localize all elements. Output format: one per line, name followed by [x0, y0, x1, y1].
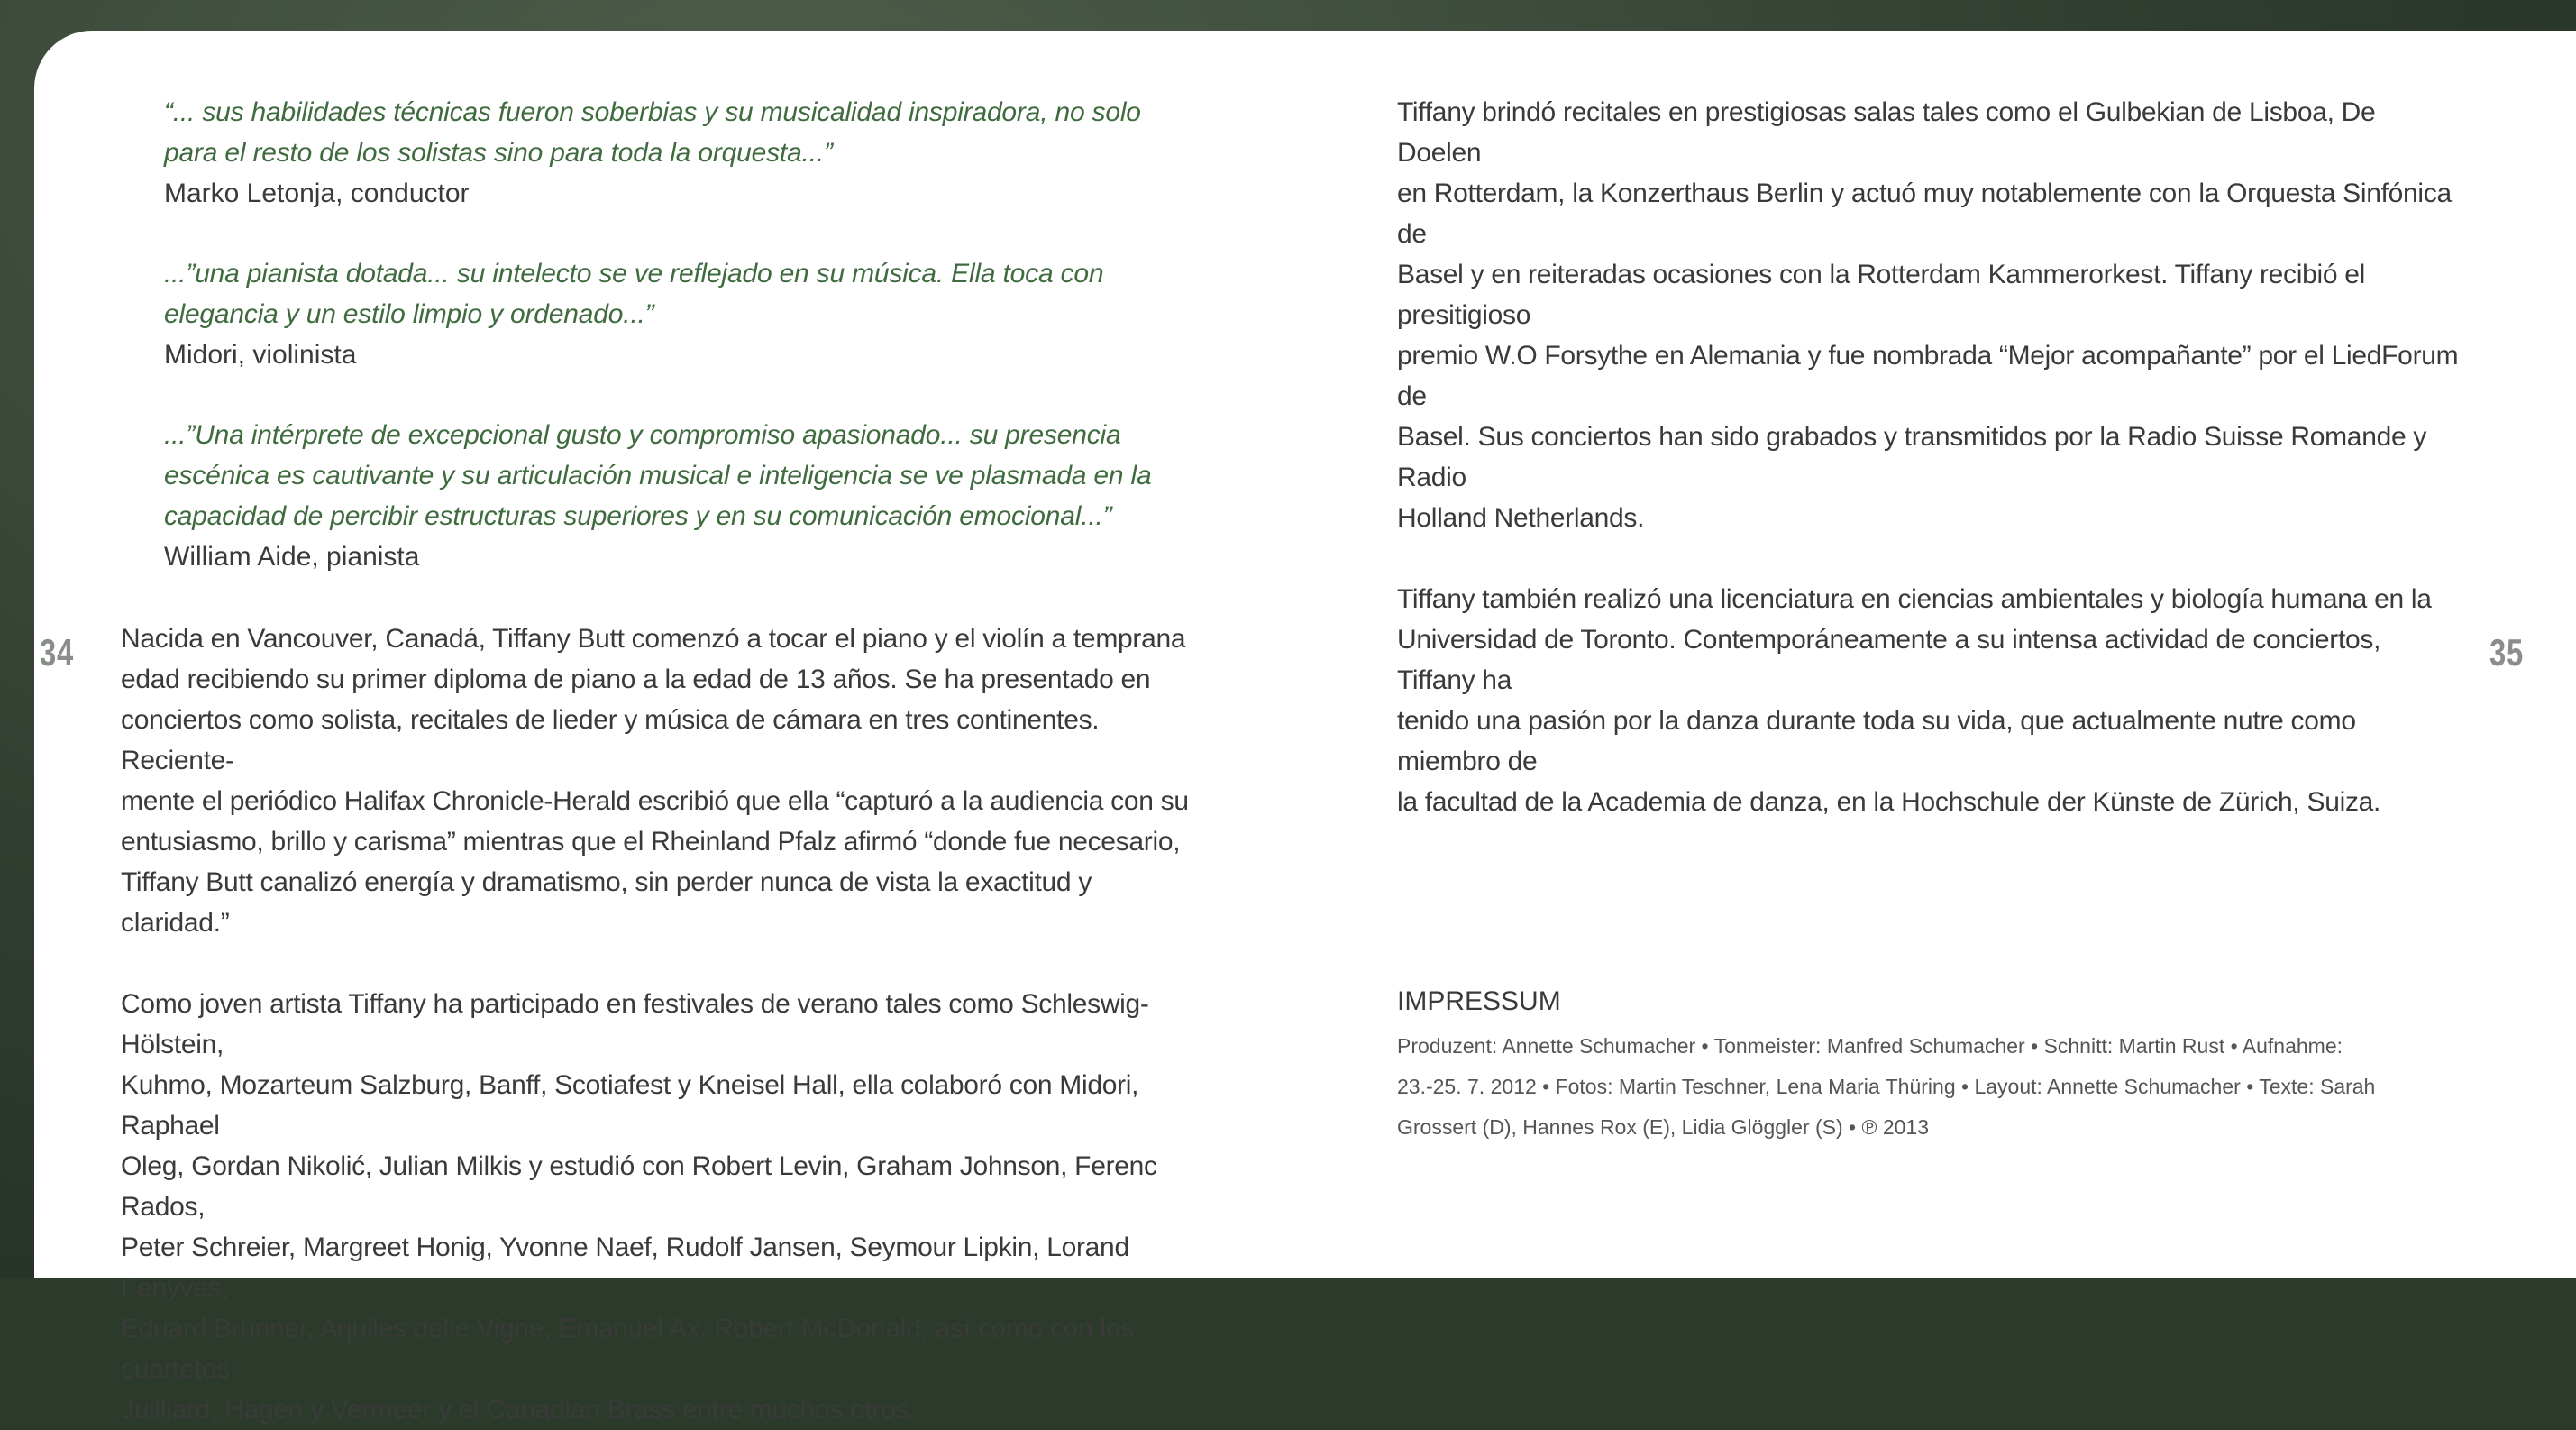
- page-number-left: 34: [40, 631, 75, 674]
- quote-block: [164, 253, 1184, 375]
- biography-paragraph: Como joven artista Tiffany ha participado en festivales de verano tales como Schleswig-Hölstein, Kuhmo, Mozarteum Salzburg, Banff, Scotiafest y Kneisel Hall, ella colaboró con Midori, Raphael Oleg, Gordan Nikolić, Julian Milkis y estudió con Robert Levin, Graham Johnson, Ferenc Rados, Peter Schreier, Margreet Honig, Yvonne Naef, Rudolf Jansen, Seymour Lipkin, Lorand Fenyves, Eduard Brunner, Aquiles delle Vigne, Emanuel Ax, Robert McDonald, así como con los cuartetos Juilliard, Hagen y Vermeer y el Canadian Brass entre muchos otros.: [121, 989, 1157, 1425]
- biography-paragraph: Nacida en Vancouver, Canadá, Tiffany Butt comenzó a tocar el piano y el violín a temprana edad recibiendo su primer diploma de piano a la edad de 13 años. Se ha presentado en conciertos como solista, recitales de lieder y música de cámara en tres continentes. Reciente- mente el periódico Halifax Chronicle-Herald escribió que ella “capturó a la audiencia con su entusiasmo, brillo y carisma” mientras que el Rheinland Pfalz afirmó “donde fue necesario, Tiffany Butt canalizó energía y dramatismo, sin perder nunca de vista la exactitud y claridad.”: [121, 624, 1189, 938]
- biography-right-column: [1397, 92, 2461, 822]
- biography-paragraph: Tiffany brindó recitales en prestigiosas salas tales como el Gulbekian de Lisboa, De Doelen en Rotterdam, la Konzerthaus Berlin y actuó muy notablemente con la Orquesta Sinfónica de Basel y en reiteradas ocasiones con la Rotterdam Kammerorkest. Tiffany recibió el presitigioso premio W.O Forsythe en Alemania y fue nombrada “Mejor acompañante” por el LiedForum de Basel. Sus conciertos han sido grabados y transmitidos por la Radio Suisse Romande y Radio Holland Netherlands.: [1397, 97, 2459, 533]
- quote-text: ...”una pianista dotada... su intelecto se ve reflejado en su música. Ella toca con elegancia y un estilo limpio y ordenado...”: [164, 259, 1104, 329]
- impressum-credits: Produzent: Annette Schumacher • Tonmeister: Manfred Schumacher • Schnitt: Martin Rust • Aufnahme: 23.-25. 7. 2012 • Fotos: Martin Teschner, Lena Maria Thüring • Layout: Annette Schumacher • Texte: Sarah Grossert (D), Hannes Rox (E), Lidia Glöggler (S) • ℗ 2013: [1397, 1034, 2376, 1139]
- quote-author: Midori, violinista: [164, 340, 357, 370]
- quote-block: [164, 92, 1184, 214]
- quotes-column: [121, 92, 1184, 577]
- quote-text: “... sus habilidades técnicas fueron soberbias y su musicalidad inspiradora, no solo para el resto de los solistas sino para toda la orquesta...”: [164, 97, 1141, 168]
- quote-author: Marko Letonja, conductor: [164, 179, 470, 208]
- quote-text: ...”Una intérprete de excepcional gusto y compromiso apasionado... su presencia escénica es cautivante y su articulación musical e inteligencia se ve plasmada en la capacidad de percibir estructuras superiores y en su comunicación emocional...”: [164, 420, 1152, 531]
- biography-left-column: [121, 619, 1202, 1430]
- quote-block: [164, 415, 1184, 577]
- impressum-title: IMPRESSUM: [1397, 986, 1561, 1016]
- quote-author: William Aide, pianista: [164, 542, 420, 572]
- page-number-right: 35: [2489, 631, 2525, 674]
- impressum-block: [1397, 983, 2443, 1148]
- biography-paragraph: Tiffany también realizó una licenciatura en ciencias ambientales y biología humana en la Universidad de Toronto. Contemporáneamente a su intensa actividad de conciertos, Tiffany ha tenido una pasión por la danza durante toda su vida, que actualmente nutre como miembro de la facultad de la Academia de danza, en la Hochschule der Künste de Zürich, Suiza.: [1397, 584, 2432, 817]
